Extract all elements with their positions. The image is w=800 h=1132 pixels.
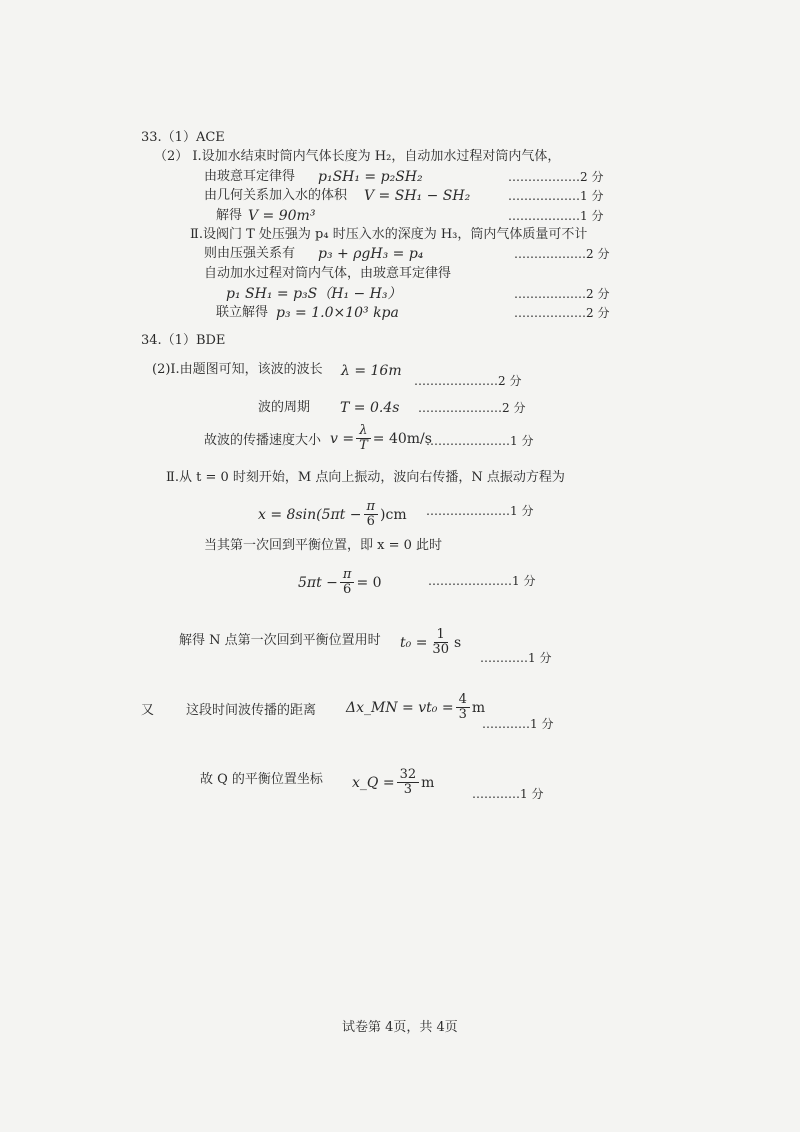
q34-q-lhs: x_Q =: [352, 774, 395, 791]
q34-x-rhs: )cm: [380, 506, 407, 523]
q34-e-denominator: 6: [343, 582, 352, 597]
q34-t0-fraction: [429, 628, 452, 657]
q33-line7-text: 联立解得: [216, 305, 269, 320]
q34-speed-numerator: λ: [356, 424, 370, 439]
q34-t0-lhs: t₀ =: [400, 634, 428, 651]
q33-line1-equation: p₁SH₁ = p₂SH₂: [318, 169, 423, 185]
q34-t0-numerator: 1: [434, 628, 448, 643]
q33-line6-score: ………………2 分: [514, 287, 610, 301]
q34-i-text: (2)Ⅰ.由题图可知，该波的波长: [152, 362, 323, 377]
q33-line3-text: 解得: [216, 208, 243, 223]
q34-t0-denominator: 30: [432, 642, 449, 657]
q33-part2-intro: （2） Ⅰ.设加水结束时筒内气体长度为 H₂，自动加水过程对筒内气体，: [154, 149, 561, 164]
q34-x-fraction: [364, 500, 379, 529]
q34-d-fraction: [456, 693, 470, 722]
q34-x-lhs: x = 8sin(5πt −: [258, 506, 362, 523]
q34-period-text: 波的周期: [258, 400, 311, 415]
q34-q-denominator: 3: [403, 782, 412, 797]
q34-speed-lhs: v =: [330, 430, 355, 447]
q34-e-rhs: = 0: [356, 574, 382, 591]
q34-speed-denominator: T: [359, 438, 368, 453]
q33-line4-score: ………………2 分: [514, 247, 610, 261]
q33-line6-equation: p₁ SH₁ = p₃S（H₁ − H₃）: [226, 286, 402, 302]
q34-speed-score: …………………1 分: [426, 434, 534, 448]
q33-line1-text: 由玻意耳定律得: [204, 169, 296, 184]
q34-q-fraction: [397, 768, 420, 797]
q33-line3-equation: V = 90m³: [248, 208, 316, 224]
q34-d-denominator: 3: [458, 707, 467, 722]
q34-t0-score: …………1 分: [480, 651, 552, 665]
q34-d-rhs: m: [471, 699, 486, 716]
q34-speed-text: 故波的传播速度大小: [204, 433, 322, 448]
q34-time-equation: [400, 628, 461, 657]
q34-equilibrium-equation: [298, 568, 382, 597]
q34-i-score: …………………2 分: [414, 374, 522, 388]
q34-ii-intro: Ⅱ.从 t = 0 时刻开始，M 点向上振动，波向右传播，N 点振动方程为: [166, 470, 565, 485]
q33-line2-equation: V = SH₁ − SH₂: [364, 188, 471, 204]
q34-period-equation: T = 0.4s: [340, 400, 400, 416]
q34-e-numerator: π: [340, 568, 355, 583]
q33-line2-text: 由几何关系加入水的体积: [204, 188, 348, 203]
q34-speed-rhs: = 40m/s: [372, 430, 432, 447]
q34-d-lhs: Δx_MN = vt₀ =: [346, 699, 454, 716]
q34-speed-equation: [330, 424, 432, 453]
q34-speed-fraction: [356, 424, 371, 453]
q34-q-score: …………1 分: [472, 787, 544, 801]
q34-equilibrium-text: 当其第一次回到平衡位置，即 x = 0 此时: [204, 538, 443, 553]
q34-heading: 34.（1）BDE: [141, 333, 226, 348]
q34-e-fraction: [340, 568, 355, 597]
q34-you-label: 又: [141, 703, 155, 718]
q34-d-score: …………1 分: [482, 717, 554, 731]
q34-e-lhs: 5πt −: [298, 574, 338, 591]
q34-x-numerator: π: [364, 500, 379, 515]
q33-line5-text: 自动加水过程对筒内气体，由玻意耳定律得: [204, 266, 452, 281]
q33-line4-text: 则由压强关系有: [204, 246, 296, 261]
q34-q-rhs: m: [421, 774, 435, 791]
q34-t0-rhs: s: [453, 634, 462, 651]
q34-q-numerator: 32: [397, 768, 420, 783]
q33-line4-equation: p₃ + ρgH₃ = p₄: [318, 246, 424, 262]
q33-heading: 33.（1）ACE: [141, 130, 225, 145]
q34-time-text: 解得 N 点第一次回到平衡位置用时: [179, 633, 381, 648]
q34-q-position-equation: [352, 768, 434, 797]
q34-x-denominator: 6: [366, 514, 375, 529]
q34-distance-text: 这段时间波传播的距离: [186, 703, 317, 718]
q33-part-ii-intro: Ⅱ.设阀门 T 处压强为 p₄ 时压入水的深度为 H₃，筒内气体质量可不计: [190, 227, 588, 242]
q33-line7-equation: p₃ = 1.0×10³ kpa: [276, 305, 399, 321]
q34-x-score: …………………1 分: [426, 504, 534, 518]
q34-oscillation-equation: [258, 500, 407, 529]
q34-d-numerator: 4: [456, 693, 470, 708]
q34-e-score: …………………1 分: [428, 574, 536, 588]
q33-line7-score: ………………2 分: [514, 306, 610, 320]
q34-q-position-text: 故 Q 的平衡位置坐标: [200, 772, 323, 787]
q34-distance-equation: [346, 693, 485, 722]
q33-line3-score: ………………1 分: [508, 209, 604, 223]
q33-line2-score: ………………1 分: [508, 189, 604, 203]
page-footer: 试卷第 4页，共 4页: [342, 1020, 458, 1035]
q34-period-score: …………………2 分: [418, 401, 526, 415]
q33-line1-score: ………………2 分: [508, 170, 604, 184]
q34-i-equation: λ = 16m: [341, 363, 402, 379]
